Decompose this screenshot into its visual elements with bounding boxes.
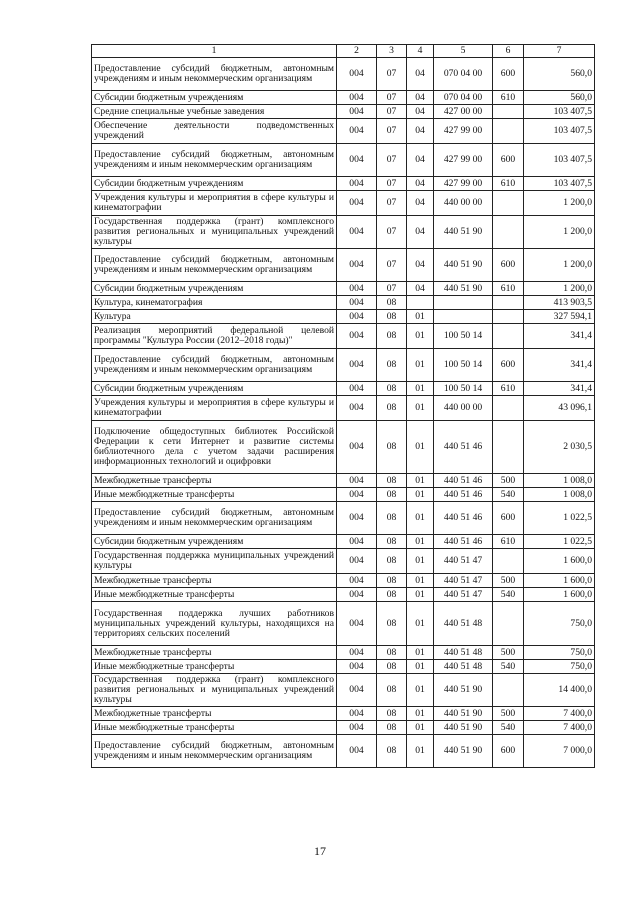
subsection-code: 04 <box>407 91 434 105</box>
amount: 413 903,5 <box>524 296 595 310</box>
expense-type-code <box>493 105 524 119</box>
column-header: 3 <box>377 45 407 58</box>
item-name: Межбюджетные трансферты <box>92 574 337 588</box>
item-name: Межбюджетные трансферты <box>92 474 337 488</box>
amount: 1 600,0 <box>524 549 595 574</box>
subsection-code: 04 <box>407 144 434 177</box>
subsection-code: 04 <box>407 177 434 191</box>
expense-type-code <box>493 674 524 707</box>
section-code: 08 <box>377 421 407 474</box>
ministry-code: 004 <box>337 177 377 191</box>
target-article-code: 440 51 90 <box>434 282 493 296</box>
target-article-code: 440 51 47 <box>434 549 493 574</box>
target-article-code: 427 00 00 <box>434 105 493 119</box>
amount: 1 200,0 <box>524 282 595 296</box>
amount: 7 400,0 <box>524 721 595 735</box>
item-name: Предоставление субсидий бюджетным, автономным учреждениям и иным некоммерческим организациям <box>92 349 337 382</box>
target-article-code: 440 51 46 <box>434 502 493 535</box>
target-article-code: 427 99 00 <box>434 144 493 177</box>
section-code: 08 <box>377 488 407 502</box>
section-code: 08 <box>377 502 407 535</box>
section-code: 08 <box>377 324 407 349</box>
subsection-code: 01 <box>407 646 434 660</box>
table-row <box>92 707 595 721</box>
amount: 341,4 <box>524 324 595 349</box>
column-header: 7 <box>524 45 595 58</box>
section-code: 08 <box>377 310 407 324</box>
expense-type-code: 600 <box>493 735 524 768</box>
subsection-code: 04 <box>407 58 434 91</box>
ministry-code: 004 <box>337 382 377 396</box>
item-name: Государственная поддержка (грант) комплексного развития региональных и муниципальных учреждений культуры <box>92 674 337 707</box>
item-name: Учреждения культуры и мероприятия в сфере культуры и кинематографии <box>92 396 337 421</box>
subsection-code: 01 <box>407 707 434 721</box>
subsection-code: 01 <box>407 721 434 735</box>
ministry-code: 004 <box>337 310 377 324</box>
table-row <box>92 674 595 707</box>
table-row <box>92 502 595 535</box>
expense-type-code <box>493 549 524 574</box>
ministry-code: 004 <box>337 324 377 349</box>
subsection-code: 01 <box>407 474 434 488</box>
amount: 1 022,5 <box>524 502 595 535</box>
table-row <box>92 421 595 474</box>
ministry-code: 004 <box>337 91 377 105</box>
section-code: 07 <box>377 216 407 249</box>
table-row <box>92 216 595 249</box>
expense-type-code: 500 <box>493 574 524 588</box>
section-code: 07 <box>377 191 407 216</box>
target-article-code: 440 51 90 <box>434 721 493 735</box>
subsection-code: 01 <box>407 349 434 382</box>
item-name: Предоставление субсидий бюджетным, автономным учреждениям и иным некоммерческим организациям <box>92 58 337 91</box>
amount: 14 400,0 <box>524 674 595 707</box>
subsection-code: 04 <box>407 216 434 249</box>
amount: 1 008,0 <box>524 474 595 488</box>
subsection-code: 01 <box>407 602 434 646</box>
section-code: 08 <box>377 349 407 382</box>
table-row <box>92 282 595 296</box>
item-name: Иные межбюджетные трансферты <box>92 660 337 674</box>
target-article-code: 440 51 47 <box>434 574 493 588</box>
amount: 43 096,1 <box>524 396 595 421</box>
target-article-code: 100 50 14 <box>434 349 493 382</box>
amount: 2 030,5 <box>524 421 595 474</box>
column-header: 1 <box>92 45 337 58</box>
ministry-code: 004 <box>337 396 377 421</box>
ministry-code: 004 <box>337 249 377 282</box>
expense-type-code: 600 <box>493 144 524 177</box>
target-article-code: 440 51 90 <box>434 735 493 768</box>
expense-type-code: 500 <box>493 474 524 488</box>
table-row <box>92 646 595 660</box>
item-name: Субсидии бюджетным учреждениям <box>92 382 337 396</box>
item-name: Подключение общедоступных библиотек Российской Федерации к сети Интернет и развитие системы библиотечного дела с учетом задачи расширения информационных технологий и оцифровки <box>92 421 337 474</box>
ministry-code: 004 <box>337 574 377 588</box>
table-row <box>92 119 595 144</box>
table-row <box>92 549 595 574</box>
subsection-code: 04 <box>407 191 434 216</box>
item-name: Предоставление субсидий бюджетным, автономным учреждениям и иным некоммерческим организациям <box>92 249 337 282</box>
ministry-code: 004 <box>337 646 377 660</box>
target-article-code: 440 51 48 <box>434 646 493 660</box>
section-code: 08 <box>377 396 407 421</box>
expense-type-code <box>493 602 524 646</box>
subsection-code: 01 <box>407 674 434 707</box>
ministry-code: 004 <box>337 602 377 646</box>
table-row <box>92 535 595 549</box>
expense-type-code <box>493 119 524 144</box>
expense-type-code <box>493 396 524 421</box>
item-name: Предоставление субсидий бюджетным, автономным учреждениям и иным некоммерческим организациям <box>92 502 337 535</box>
target-article-code: 440 51 46 <box>434 535 493 549</box>
subsection-code: 01 <box>407 310 434 324</box>
section-code: 08 <box>377 660 407 674</box>
item-name: Средние специальные учебные заведения <box>92 105 337 119</box>
column-header: 5 <box>434 45 493 58</box>
section-code: 08 <box>377 382 407 396</box>
ministry-code: 004 <box>337 296 377 310</box>
item-name: Межбюджетные трансферты <box>92 646 337 660</box>
subsection-code: 01 <box>407 535 434 549</box>
item-name: Реализация мероприятий федеральной целевой программы "Культура России (2012–2018 годы)" <box>92 324 337 349</box>
table-row <box>92 349 595 382</box>
amount: 1 200,0 <box>524 216 595 249</box>
ministry-code: 004 <box>337 735 377 768</box>
section-code: 08 <box>377 535 407 549</box>
ministry-code: 004 <box>337 191 377 216</box>
amount: 7 400,0 <box>524 707 595 721</box>
target-article-code <box>434 310 493 324</box>
section-code: 07 <box>377 105 407 119</box>
subsection-code: 04 <box>407 105 434 119</box>
page-number: 17 <box>314 844 326 858</box>
ministry-code: 004 <box>337 144 377 177</box>
amount: 1 600,0 <box>524 574 595 588</box>
item-name: Иные межбюджетные трансферты <box>92 488 337 502</box>
expense-type-code: 500 <box>493 707 524 721</box>
table-row <box>92 735 595 768</box>
amount: 1 008,0 <box>524 488 595 502</box>
item-name: Иные межбюджетные трансферты <box>92 588 337 602</box>
ministry-code: 004 <box>337 488 377 502</box>
table-row <box>92 660 595 674</box>
section-code: 07 <box>377 282 407 296</box>
amount: 327 594,1 <box>524 310 595 324</box>
section-code: 08 <box>377 646 407 660</box>
section-code: 08 <box>377 602 407 646</box>
table-row <box>92 296 595 310</box>
subsection-code: 04 <box>407 249 434 282</box>
ministry-code: 004 <box>337 660 377 674</box>
target-article-code: 427 99 00 <box>434 177 493 191</box>
table-row <box>92 144 595 177</box>
target-article-code: 440 00 00 <box>434 191 493 216</box>
item-name: Государственная поддержка (грант) комплексного развития региональных и муниципальных учреждений культуры <box>92 216 337 249</box>
table-row <box>92 602 595 646</box>
table-row <box>92 382 595 396</box>
amount: 341,4 <box>524 349 595 382</box>
subsection-code: 01 <box>407 382 434 396</box>
expense-type-code <box>493 324 524 349</box>
table-row <box>92 588 595 602</box>
section-code: 07 <box>377 177 407 191</box>
table-row <box>92 58 595 91</box>
amount: 341,4 <box>524 382 595 396</box>
expense-type-code <box>493 310 524 324</box>
target-article-code: 440 51 47 <box>434 588 493 602</box>
ministry-code: 004 <box>337 421 377 474</box>
expense-type-code <box>493 216 524 249</box>
subsection-code: 01 <box>407 660 434 674</box>
section-code: 07 <box>377 119 407 144</box>
table-row <box>92 396 595 421</box>
table-row <box>92 574 595 588</box>
expense-type-code: 600 <box>493 249 524 282</box>
expense-type-code: 600 <box>493 502 524 535</box>
expense-type-code: 610 <box>493 282 524 296</box>
target-article-code: 440 51 90 <box>434 707 493 721</box>
header-row <box>92 45 595 58</box>
expense-type-code: 540 <box>493 660 524 674</box>
ministry-code: 004 <box>337 119 377 144</box>
section-code: 08 <box>377 721 407 735</box>
ministry-code: 004 <box>337 674 377 707</box>
table-row <box>92 474 595 488</box>
subsection-code: 01 <box>407 421 434 474</box>
item-name: Субсидии бюджетным учреждениям <box>92 91 337 105</box>
expense-type-code <box>493 296 524 310</box>
target-article-code: 440 51 90 <box>434 674 493 707</box>
amount: 560,0 <box>524 58 595 91</box>
item-name: Культура <box>92 310 337 324</box>
expense-type-code: 540 <box>493 721 524 735</box>
amount: 1 200,0 <box>524 249 595 282</box>
item-name: Обеспечение деятельности подведомственных учреждений <box>92 119 337 144</box>
subsection-code: 01 <box>407 588 434 602</box>
table-row <box>92 310 595 324</box>
expense-type-code: 610 <box>493 91 524 105</box>
ministry-code: 004 <box>337 474 377 488</box>
subsection-code <box>407 296 434 310</box>
amount: 103 407,5 <box>524 105 595 119</box>
ministry-code: 004 <box>337 349 377 382</box>
amount: 103 407,5 <box>524 177 595 191</box>
item-name: Предоставление субсидий бюджетным, автономным учреждениям и иным некоммерческим организациям <box>92 735 337 768</box>
column-header: 6 <box>493 45 524 58</box>
column-header: 2 <box>337 45 377 58</box>
subsection-code: 01 <box>407 502 434 535</box>
ministry-code: 004 <box>337 282 377 296</box>
target-article-code: 440 51 90 <box>434 249 493 282</box>
expense-type-code: 610 <box>493 177 524 191</box>
item-name: Субсидии бюджетным учреждениям <box>92 535 337 549</box>
target-article-code: 070 04 00 <box>434 91 493 105</box>
section-code: 07 <box>377 58 407 91</box>
expense-type-code: 600 <box>493 58 524 91</box>
item-name: Государственная поддержка лучших работников муниципальных учреждений культуры, находящихся на территориях сельских поселений <box>92 602 337 646</box>
table-row <box>92 324 595 349</box>
section-code: 08 <box>377 549 407 574</box>
section-code: 08 <box>377 296 407 310</box>
table-row <box>92 249 595 282</box>
ministry-code: 004 <box>337 588 377 602</box>
subsection-code: 01 <box>407 549 434 574</box>
table-row <box>92 177 595 191</box>
ministry-code: 004 <box>337 549 377 574</box>
target-article-code: 427 99 00 <box>434 119 493 144</box>
amount: 1 600,0 <box>524 588 595 602</box>
expense-type-code: 610 <box>493 535 524 549</box>
target-article-code: 440 51 46 <box>434 421 493 474</box>
subsection-code: 01 <box>407 324 434 349</box>
subsection-code: 01 <box>407 396 434 421</box>
item-name: Иные межбюджетные трансферты <box>92 721 337 735</box>
subsection-code: 01 <box>407 488 434 502</box>
item-name: Межбюджетные трансферты <box>92 707 337 721</box>
amount: 560,0 <box>524 91 595 105</box>
expense-type-code: 600 <box>493 349 524 382</box>
section-code: 07 <box>377 144 407 177</box>
section-code: 08 <box>377 588 407 602</box>
ministry-code: 004 <box>337 707 377 721</box>
amount: 1 200,0 <box>524 191 595 216</box>
section-code: 07 <box>377 249 407 282</box>
item-name: Учреждения культуры и мероприятия в сфере культуры и кинематографии <box>92 191 337 216</box>
table-row <box>92 191 595 216</box>
amount: 750,0 <box>524 602 595 646</box>
section-code: 08 <box>377 574 407 588</box>
item-name: Субсидии бюджетным учреждениям <box>92 177 337 191</box>
subsection-code: 01 <box>407 574 434 588</box>
target-article-code: 440 00 00 <box>434 396 493 421</box>
expense-type-code: 500 <box>493 646 524 660</box>
item-name: Государственная поддержка муниципальных учреждений культуры <box>92 549 337 574</box>
target-article-code: 100 50 14 <box>434 324 493 349</box>
item-name: Субсидии бюджетным учреждениям <box>92 282 337 296</box>
amount: 103 407,5 <box>524 144 595 177</box>
section-code: 08 <box>377 674 407 707</box>
target-article-code: 070 04 00 <box>434 58 493 91</box>
table-row <box>92 105 595 119</box>
ministry-code: 004 <box>337 721 377 735</box>
ministry-code: 004 <box>337 105 377 119</box>
subsection-code: 04 <box>407 282 434 296</box>
table-row <box>92 91 595 105</box>
ministry-code: 004 <box>337 216 377 249</box>
target-article-code: 440 51 46 <box>434 474 493 488</box>
item-name: Культура, кинематография <box>92 296 337 310</box>
budget-table <box>91 44 595 768</box>
target-article-code: 440 51 48 <box>434 660 493 674</box>
amount: 750,0 <box>524 646 595 660</box>
subsection-code: 01 <box>407 735 434 768</box>
ministry-code: 004 <box>337 502 377 535</box>
target-article-code: 100 50 14 <box>434 382 493 396</box>
subsection-code: 04 <box>407 119 434 144</box>
amount: 103 407,5 <box>524 119 595 144</box>
table-row <box>92 721 595 735</box>
expense-type-code <box>493 191 524 216</box>
amount: 750,0 <box>524 660 595 674</box>
amount: 7 000,0 <box>524 735 595 768</box>
section-code: 08 <box>377 474 407 488</box>
item-name: Предоставление субсидий бюджетным, автономным учреждениям и иным некоммерческим организациям <box>92 144 337 177</box>
column-header: 4 <box>407 45 434 58</box>
expense-type-code: 540 <box>493 588 524 602</box>
expense-type-code: 540 <box>493 488 524 502</box>
expense-type-code: 610 <box>493 382 524 396</box>
target-article-code: 440 51 48 <box>434 602 493 646</box>
section-code: 08 <box>377 735 407 768</box>
section-code: 08 <box>377 707 407 721</box>
expense-type-code <box>493 421 524 474</box>
target-article-code: 440 51 90 <box>434 216 493 249</box>
target-article-code <box>434 296 493 310</box>
ministry-code: 004 <box>337 535 377 549</box>
table-row <box>92 488 595 502</box>
ministry-code: 004 <box>337 58 377 91</box>
section-code: 07 <box>377 91 407 105</box>
amount: 1 022,5 <box>524 535 595 549</box>
target-article-code: 440 51 46 <box>434 488 493 502</box>
